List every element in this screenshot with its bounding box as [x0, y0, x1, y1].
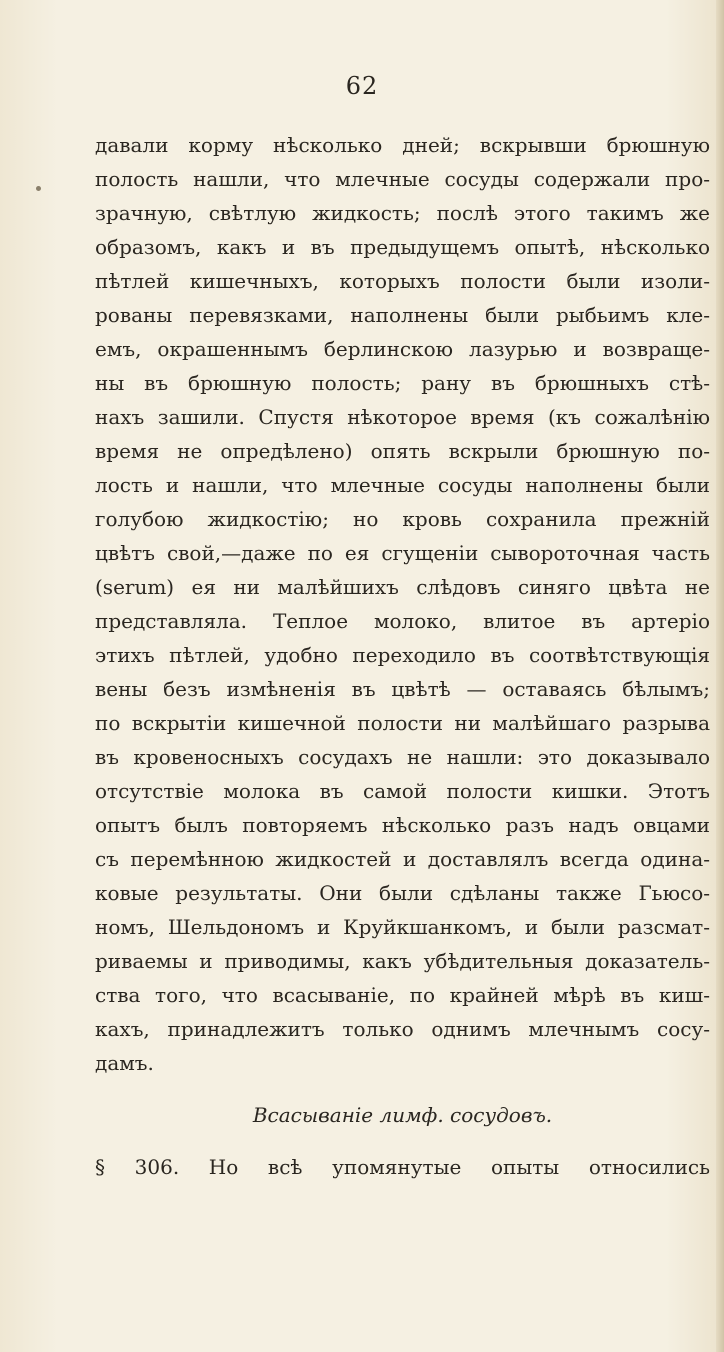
- page-edge: [716, 0, 724, 1352]
- text-line: полость нашли, что млечные сосуды содержали про-: [95, 167, 710, 191]
- text-line: ковые результаты. Они были сдѣланы также Гьюсо-: [95, 881, 710, 905]
- text-line: пѣтлей кишечныхъ, которыхъ полости были изоли-: [95, 269, 710, 293]
- text-line: по вскрытіи кишечной полости ни малѣйшаго разрыва: [95, 711, 710, 735]
- text-line: риваемы и приводимы, какъ убѣдительныя доказатель-: [95, 949, 710, 973]
- section-paragraph-start: § 306. Но всѣ упомянутые опыты относились: [95, 1155, 710, 1179]
- text-line: дамъ.: [95, 1051, 154, 1075]
- text-line: (serum) ея ни малѣйшихъ слѣдовъ синяго цвѣта не: [95, 575, 710, 599]
- text-line: время не опредѣлено) опять вскрыли брюшную по-: [95, 439, 710, 463]
- text-line: емъ, окрашеннымъ берлинскою лазурью и возвраще-: [95, 337, 710, 361]
- text-line: этихъ пѣтлей, удобно переходило въ соотвѣтствующія: [95, 643, 710, 667]
- body-text: [95, 128, 710, 1184]
- text-line: голубою жидкостію; но кровь сохранила прежній: [95, 507, 710, 531]
- text-line: давали корму нѣсколько дней; вскрывши брюшную: [95, 133, 710, 157]
- text-line: отсутствіе молока въ самой полости кишки. Этотъ: [95, 779, 710, 803]
- text-line: зрачную, свѣтлую жидкость; послѣ этого такимъ же: [95, 201, 710, 225]
- text-line: ства того, что всасываніе, по крайней мѣрѣ въ киш-: [95, 983, 710, 1007]
- text-line: номъ, Шельдономъ и Круйкшанкомъ, и были разсмат-: [95, 915, 710, 939]
- text-line: съ перемѣнною жидкостей и доставлялъ всегда одина-: [95, 847, 710, 871]
- text-line: ны въ брюшную полость; рану въ брюшныхъ стѣ-: [95, 371, 710, 395]
- section-heading: Всасываніе лимф. сосудовъ.: [252, 1103, 553, 1127]
- text-line: опытъ былъ повторяемъ нѣсколько разъ надъ овцами: [95, 813, 710, 837]
- text-line: нахъ зашили. Спустя нѣкоторое время (къ сожалѣнію: [95, 405, 710, 429]
- text-line: лость и нашли, что млечные сосуды наполнены были: [95, 473, 710, 497]
- stray-mark: [36, 186, 41, 191]
- text-line: образомъ, какъ и въ предыдущемъ опытѣ, нѣсколько: [95, 235, 710, 259]
- text-line: рованы перевязками, наполнены были рыбьимъ кле-: [95, 303, 710, 327]
- text-line: цвѣтъ свой,—даже по ея сгущеніи сывороточная часть: [95, 541, 710, 565]
- text-line: въ кровеносныхъ сосудахъ не нашли: это доказывало: [95, 745, 710, 769]
- text-line: представляла. Теплое молоко, влитое въ артеріо: [95, 609, 710, 633]
- page-number: 62: [345, 72, 379, 100]
- text-line: кахъ, принадлежитъ только однимъ млечнымъ сосу-: [95, 1017, 710, 1041]
- text-line: вены безъ измѣненія въ цвѣтѣ — оставаясь бѣлымъ;: [95, 677, 710, 701]
